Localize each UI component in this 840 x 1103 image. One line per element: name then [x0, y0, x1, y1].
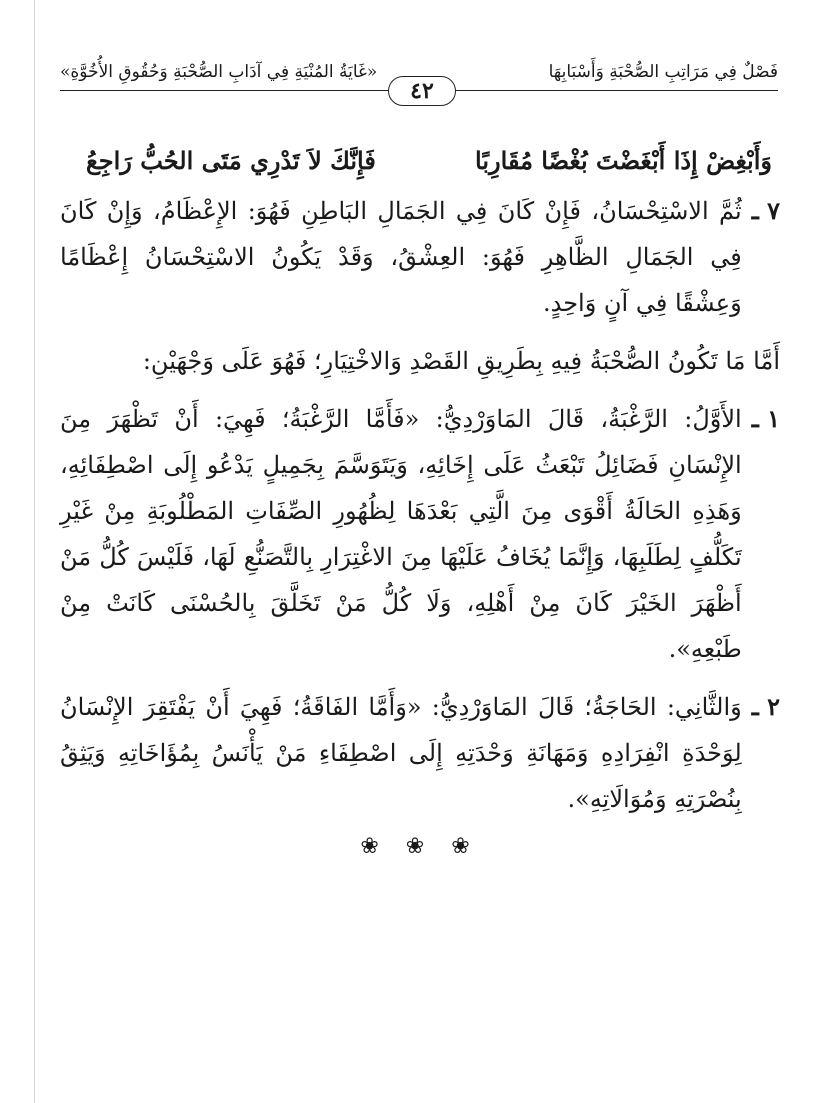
binding-margin-line [34, 0, 35, 1103]
intro-paragraph: أَمَّا مَا تَكُونُ الصُّحْبَةُ فِيهِ بِطَرِيقِ القَصْدِ وَالاخْتِيَارِ؛ فَهُوَ عَلَى وَجْهَيْنِ: [142, 347, 780, 375]
item-text: ثُمَّ الاسْتِحْسَانُ، فَإِنْ كَانَ فِي الجَمَالِ البَاطِنِ فَهُوَ: الإِعْظَامُ، وَإِنْ كَانَ فِي الجَمَالِ الظَّاهِرِ فَهُوَ: العِشْقُ، وَقَدْ يَكُونُ الاسْتِحْسَانُ إِعْظَامًا وَعِشْقًا فِي آنٍ وَاحِدٍ. [60, 197, 742, 317]
item-text: وَالثَّانِي: الحَاجَةُ؛ قَالَ المَاوَرْدِيُّ: «وَأَمَّا الفَاقَةُ؛ فَهِيَ أَنْ يَفْتَقِرَ الإِنْسَانُ لِوَحْدَةِ انْفِرَادِهِ وَمَهَانَةِ وَحْدَتِهِ إِلَى اصْطِفَاءِ مَنْ يَأْنَسُ بِمُؤَاخَاتِهِ وَيَثِقُ بِنُصْرَتِهِ وَمُوَالَاتِهِ». [60, 693, 742, 813]
chapter-title: فَصْلٌ فِي مَرَاتِبِ الصُّحْبَةِ وَأَسْبَابِهَا [548, 62, 778, 82]
item-number: ١ ـ [751, 404, 780, 433]
item-text: الأَوَّلُ: الرَّغْبَةُ، قَالَ المَاوَرْدِيُّ: «فَأَمَّا الرَّغْبَةُ؛ فَهِيَ: أَنْ تَظْهَرَ مِنَ الإِنْسَانِ فَضَائِلُ تَبْعَثُ عَلَى إِخَائِهِ، وَيَتَوَسَّمَ بِجَمِيلٍ يَدْعُو إِلَى اصْطِفَائِهِ، وَهَذِهِ الحَالَةُ أَقْوَى مِنَ الَّتِي بَعْدَهَا لِظُهُورِ الصِّفَاتِ المَطْلُوبَةِ مِنْ غَيْرِ تَكَلُّفٍ لِطَلَبِهَا، وَإِنَّمَا يُخَافُ عَلَيْهَا مِنَ الاغْتِرَارِ بِالتَّصَنُّعِ لَهَا، فَلَيْسَ كُلُّ مَنْ أَظْهَرَ الخَيْرَ كَانَ مِنْ أَهْلِهِ، وَلَا كُلُّ مَنْ تَخَلَّقَ بِالحُسْنَى كَانَتْ مِنْ طَبْعِهِ». [60, 405, 742, 663]
list-item-1 [60, 396, 780, 672]
list-item-7 [60, 188, 780, 326]
verse-hemistich-second: فَإِنَّكَ لاَ تَدْرِي مَتَى الحُبُّ رَاجِعُ [86, 146, 376, 175]
poetry-verse [60, 140, 780, 188]
list-item-2 [60, 684, 780, 822]
verse-hemistich-first: وَأَبْغِضْ إِذَا أَبْغَضْتَ بُغْضًا مُقَارِبًا [475, 146, 772, 175]
item-number: ٢ ـ [751, 692, 780, 721]
page-body [60, 140, 780, 859]
header-rule-right [452, 90, 778, 91]
section-end-ornament: ❀ ❀ ❀ [360, 834, 480, 859]
item-number: ٧ ـ [751, 196, 780, 225]
book-title: «غَايَةُ المُنْيَةِ فِي آدَابِ الصُّحْبَةِ وَحُقُوقِ الأُخُوَّةِ» [60, 62, 378, 82]
header-rule-left [60, 90, 390, 91]
page-number: ٤٢ [388, 76, 456, 106]
